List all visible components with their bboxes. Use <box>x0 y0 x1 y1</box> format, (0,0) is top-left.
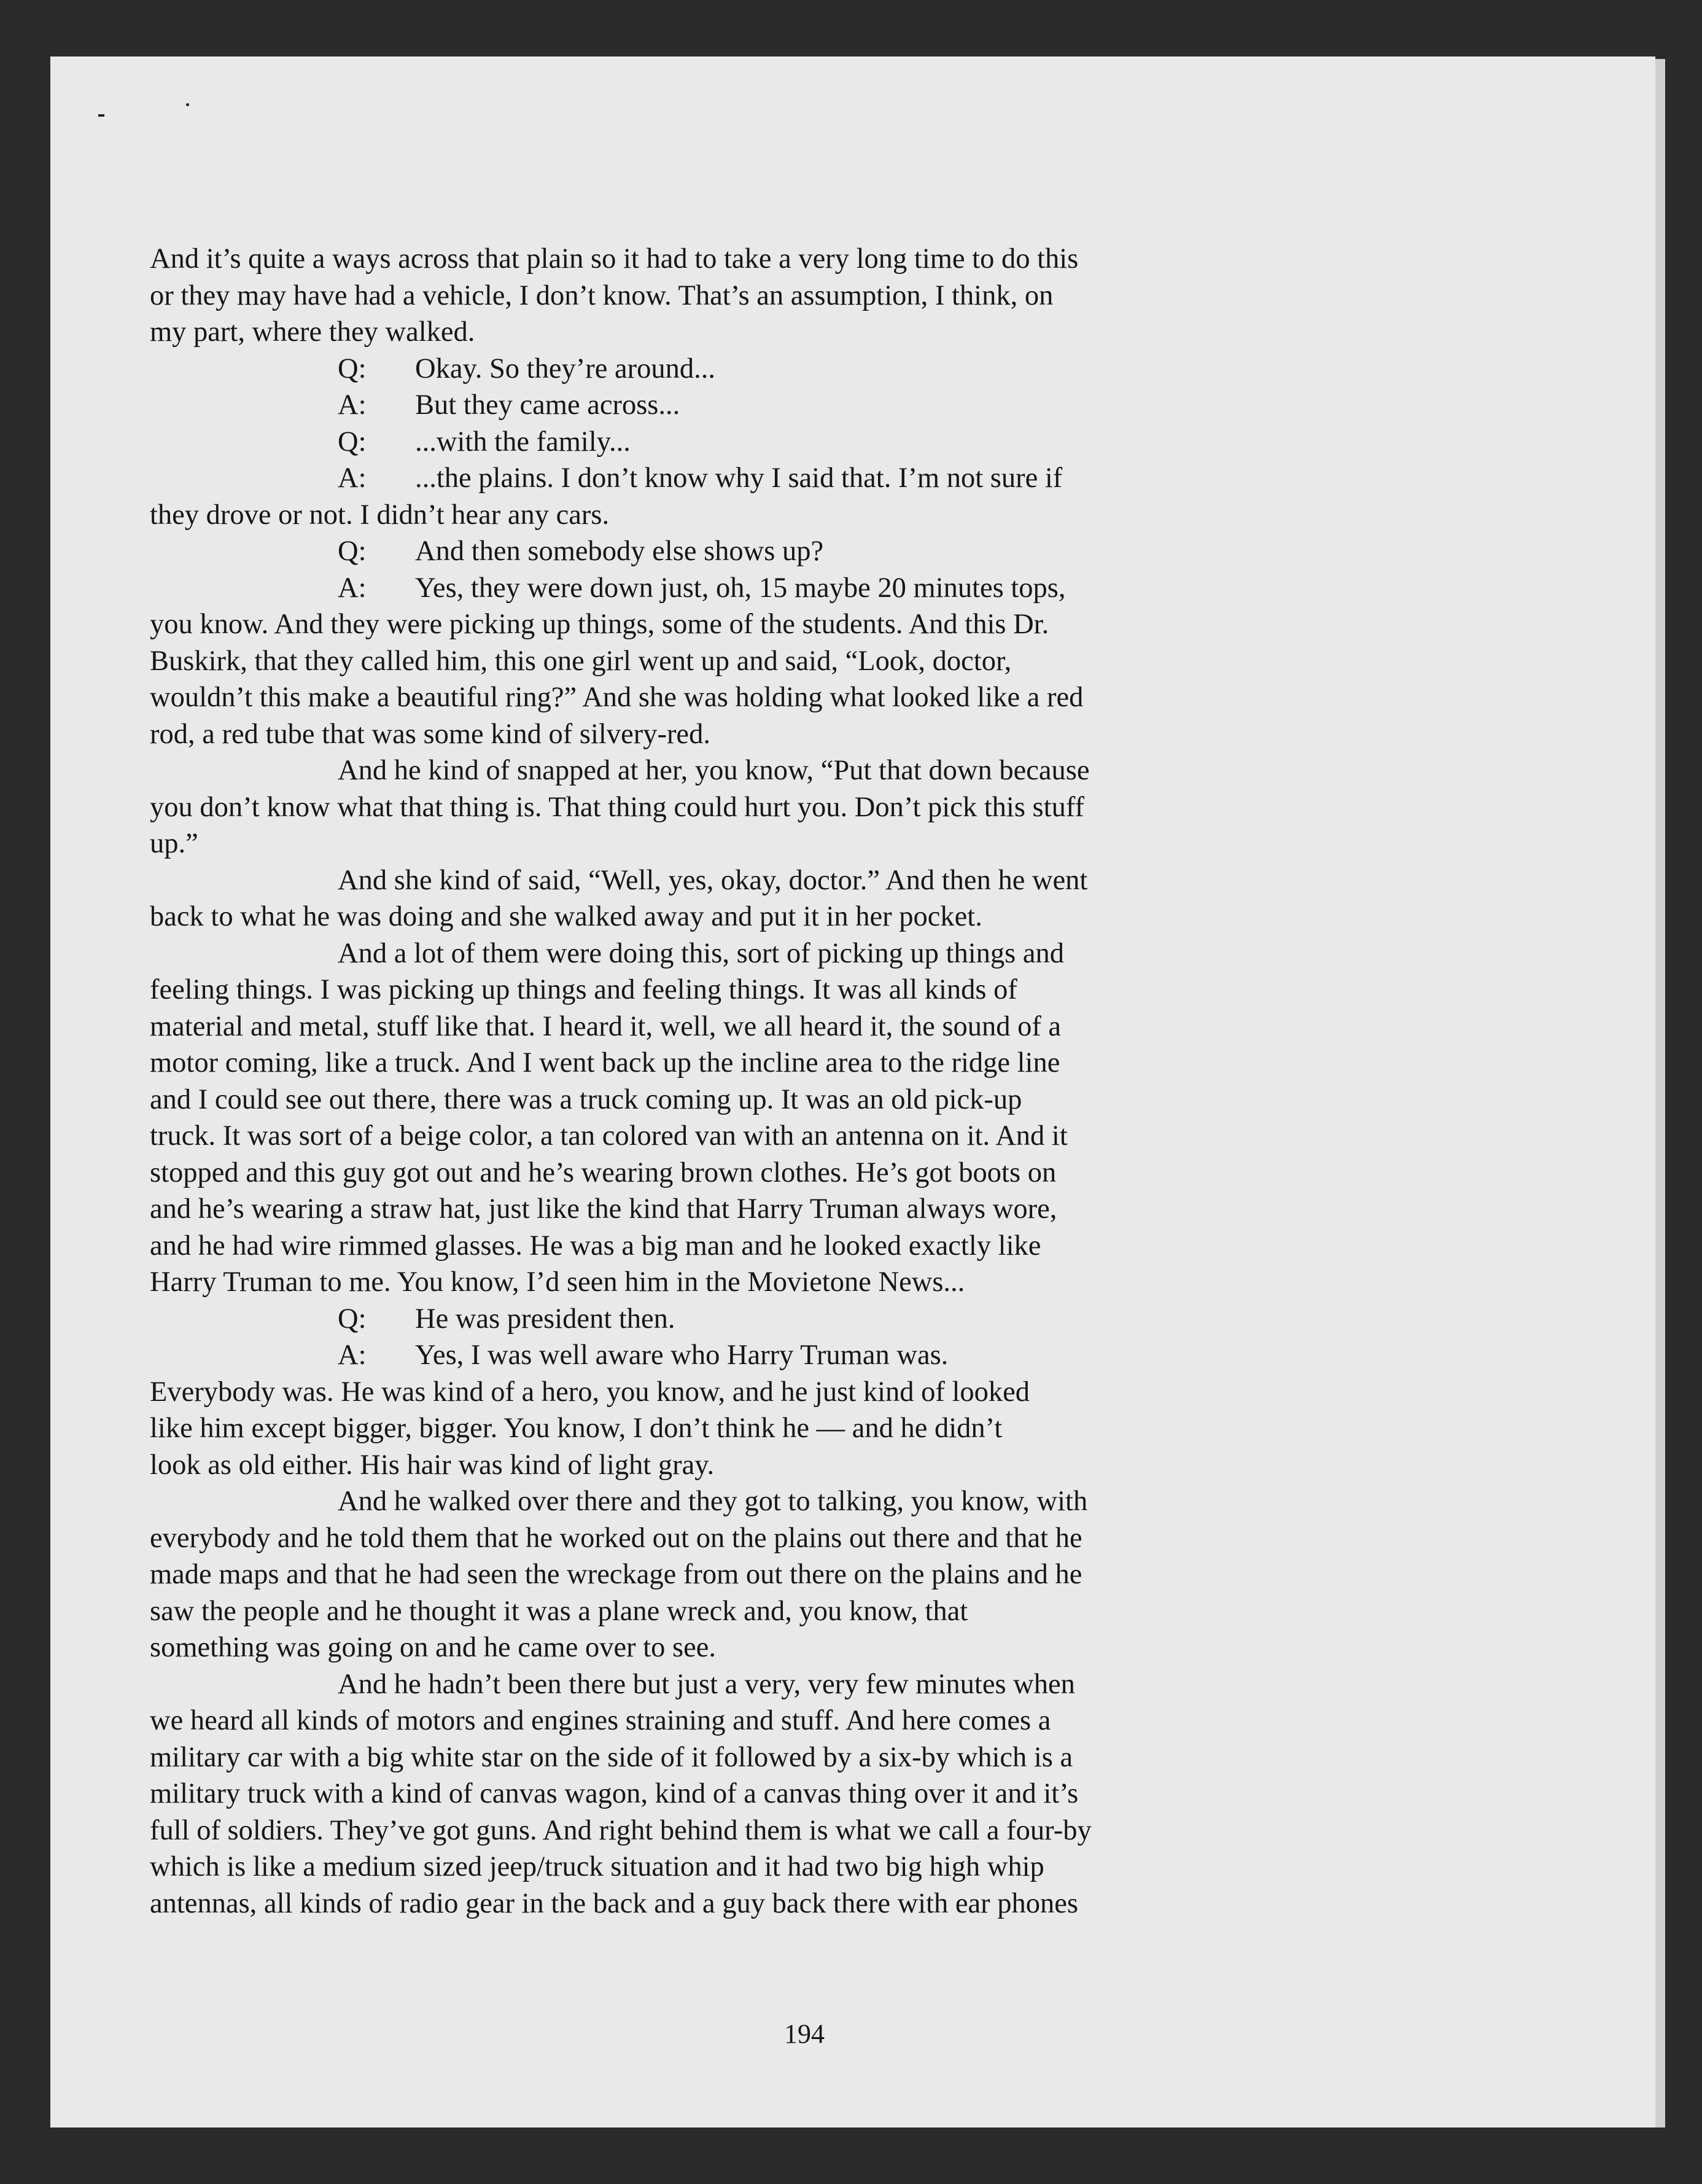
paragraph-start-line: And he kind of snapped at her, you know, “Put that down because <box>338 755 1090 786</box>
page-edge-shadow <box>1655 59 1665 2127</box>
speaker-text: Okay. So they’re around... <box>415 353 715 384</box>
text-line: rod, a red tube that was some kind of silvery-red. <box>150 718 710 750</box>
scan-mark-dash <box>98 114 104 117</box>
text-line: back to what he was doing and she walked away and put it in her pocket. <box>150 901 982 932</box>
text-line: full of soldiers. They’ve got guns. And right behind them is what we call a four-by <box>150 1814 1092 1846</box>
qa-line <box>150 1301 1132 1338</box>
text-line: and I could see out there, there was a truck coming up. It was an old pick-up <box>150 1083 1022 1115</box>
qa-line <box>150 533 1132 570</box>
speaker-text: ...the plains. I don’t know why I said that. I’m not sure if <box>415 462 1063 494</box>
qa-line <box>150 460 1132 497</box>
qa-line <box>150 1337 1132 1374</box>
speaker-text: Yes, they were down just, oh, 15 maybe 20 minutes tops, <box>415 572 1066 604</box>
text-line: you don’t know what that thing is. That thing could hurt you. Don’t pick this stuff <box>150 791 1084 823</box>
speaker-label: Q: <box>338 426 367 458</box>
text-line: everybody and he told them that he worked out on the plains out there and that he <box>150 1522 1082 1554</box>
text-line: Harry Truman to me. You know, I’d seen him in the Movietone News... <box>150 1266 965 1298</box>
speaker-text: And then somebody else shows up? <box>415 536 824 567</box>
text-line: material and metal, stuff like that. I heard it, well, we all heard it, the sound of a <box>150 1010 1062 1042</box>
text-line: feeling things. I was picking up things and feeling things. It was all kinds of <box>150 974 1017 1005</box>
speaker-label: A: <box>338 389 367 421</box>
text-line: you know. And they were picking up things, some of the students. And this Dr. <box>150 609 1049 640</box>
scan-mark-dot <box>186 103 189 106</box>
text-line: wouldn’t this make a beautiful ring?” And she was holding what looked like a red <box>150 682 1084 713</box>
page-number: 194 <box>784 2019 825 2049</box>
speaker-label: Q: <box>338 1303 367 1335</box>
text-line: up.” <box>150 828 198 859</box>
text-line: antennas, all kinds of radio gear in the back and a guy back there with ear phones <box>150 1887 1078 1919</box>
paragraph-start-line: And a lot of them were doing this, sort of picking up things and <box>338 937 1065 969</box>
speaker-label: A: <box>338 1340 367 1371</box>
paragraph-start-line: And she kind of said, “Well, yes, okay, doctor.” And then he went <box>338 864 1088 896</box>
text-line: stopped and this guy got out and he’s wearing brown clothes. He’s got boots on <box>150 1156 1057 1188</box>
text-line: something was going on and he came over to see. <box>150 1632 717 1663</box>
text-line: my part, where they walked. <box>150 316 475 348</box>
speaker-label: Q: <box>338 353 367 384</box>
speaker-label: Q: <box>338 536 367 567</box>
text-line: and he’s wearing a straw hat, just like the kind that Harry Truman always wore, <box>150 1193 1057 1225</box>
text-line: like him except bigger, bigger. You know, I don’t think he — and he didn’t <box>150 1413 1003 1444</box>
qa-line <box>150 424 1132 461</box>
text-line: And it’s quite a ways across that plain so it had to take a very long time to do this <box>150 243 1079 275</box>
qa-line <box>150 351 1132 388</box>
text-line: truck. It was sort of a beige color, a tan colored van with an antenna on it. And it <box>150 1120 1068 1152</box>
transcript-body <box>150 241 1132 1922</box>
text-line: Everybody was. He was kind of a hero, you know, and he just kind of looked <box>150 1376 1030 1408</box>
text-line: or they may have had a vehicle, I don’t know. That’s an assumption, I think, on <box>150 279 1054 311</box>
speaker-label: A: <box>338 462 367 494</box>
speaker-text: He was president then. <box>415 1303 675 1335</box>
text-line: and he had wire rimmed glasses. He was a big man and he looked exactly like <box>150 1230 1041 1262</box>
speaker-label: A: <box>338 572 367 604</box>
qa-line <box>150 570 1132 607</box>
text-line: motor coming, like a truck. And I went back up the incline area to the ridge line <box>150 1047 1060 1078</box>
paragraph-start-line: And he walked over there and they got to talking, you know, with <box>338 1486 1088 1517</box>
text-line: made maps and that he had seen the wreckage from out there on the plains and he <box>150 1559 1082 1590</box>
text-line: they drove or not. I didn’t hear any cars. <box>150 499 610 531</box>
text-line: Buskirk, that they called him, this one girl went up and said, “Look, doctor, <box>150 645 1012 677</box>
qa-line <box>150 387 1132 424</box>
text-line: which is like a medium sized jeep/truck situation and it had two big high whip <box>150 1851 1044 1882</box>
speaker-text: Yes, I was well aware who Harry Truman was. <box>415 1340 949 1371</box>
paragraph-start-line: And he hadn’t been there but just a very, very few minutes when <box>338 1668 1075 1700</box>
text-line: military truck with a kind of canvas wagon, kind of a canvas thing over it and it’s <box>150 1778 1079 1809</box>
speaker-text: ...with the family... <box>415 426 631 458</box>
text-line: military car with a big white star on the side of it followed by a six-by which is a <box>150 1741 1073 1773</box>
speaker-text: But they came across... <box>415 389 680 421</box>
text-line: we heard all kinds of motors and engines straining and stuff. And here comes a <box>150 1705 1051 1736</box>
text-line: saw the people and he thought it was a plane wreck and, you know, that <box>150 1595 968 1627</box>
text-line: look as old either. His hair was kind of light gray. <box>150 1449 715 1481</box>
